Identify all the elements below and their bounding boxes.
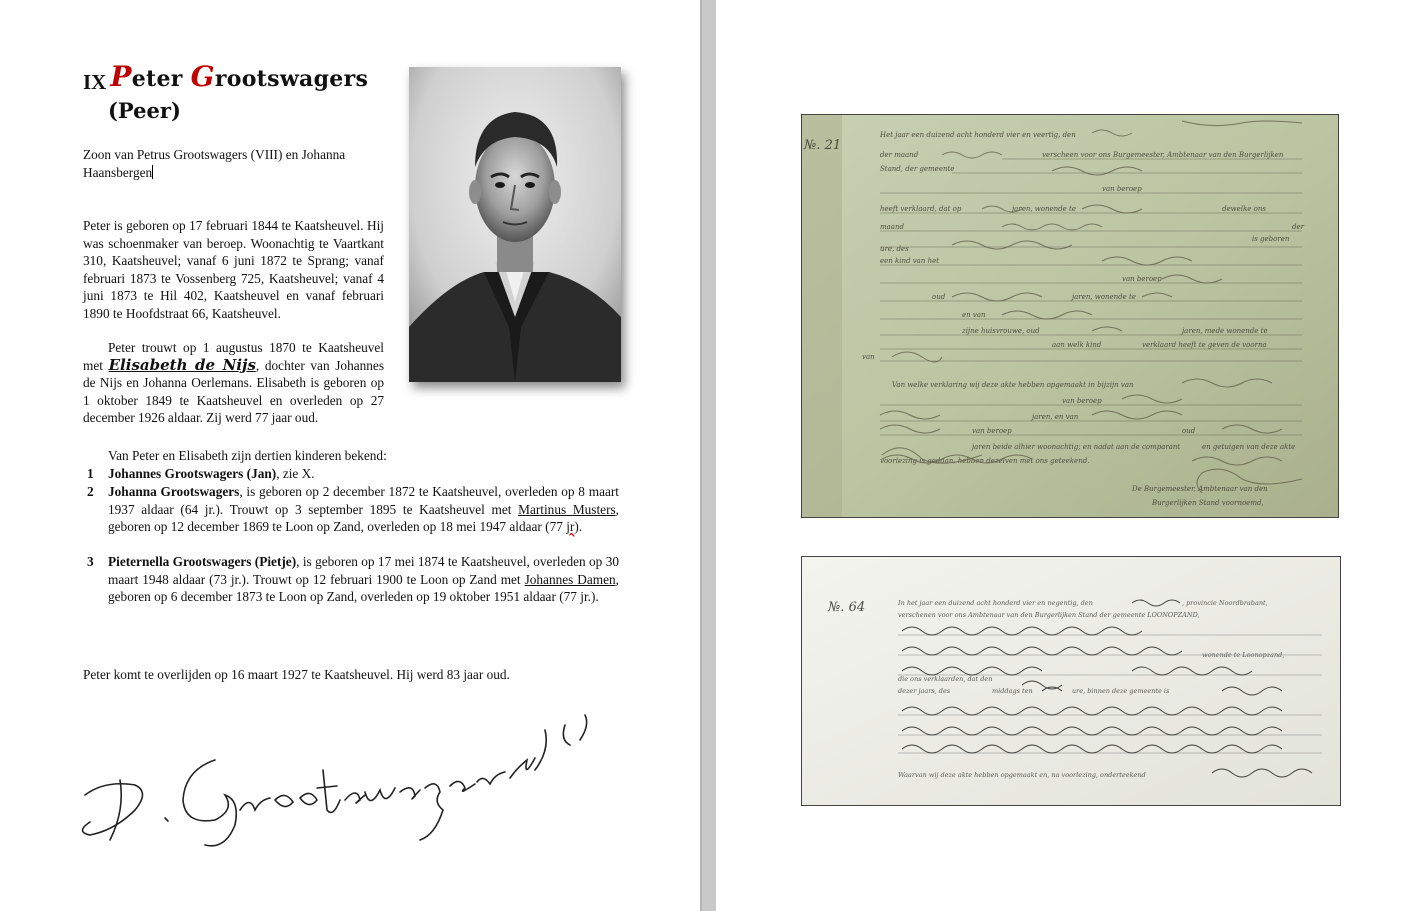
svg-text:oud: oud (932, 293, 946, 301)
children-intro[interactable]: Van Peter en Elisabeth zijn dertien kinderen bekend: (108, 448, 387, 463)
child-name: Johanna Grootswagers (108, 484, 240, 499)
svg-text:en van: en van (962, 311, 986, 319)
parents-paragraph[interactable]: Zoon van Petrus Grootswagers (VIII) en Johanna Haansbergen (83, 147, 346, 180)
svg-text:oud: oud (1182, 427, 1196, 435)
svg-text:zijne huisvrouwe, oud: zijne huisvrouwe, oud (962, 327, 1040, 335)
list-item[interactable]: 3 Pieternella Grootswagers (Pietje), is geboren op 17 mei 1874 te Kaatsheuvel, overleden op 30 maart 1948 aldaar (73 jr.). Trouwt op 12 februari 1900 te Loon op Zand met Johannes Damen, geboren op 6 december 1873 te Loon op Zand, overleden op 19 oktober 1951 aldaar (77 jr.). (87, 554, 619, 605)
svg-text:jaren, en van: jaren, en van (1032, 413, 1079, 421)
svg-text:jaren, wonende te: jaren, wonende te (1072, 293, 1136, 301)
svg-text:verschenen voor ons Ambtenaar: verschenen voor ons Ambtenaar van den Burgerlijken Stand der gemeente LOONOPZAND, (898, 611, 1200, 619)
child-number: 1 (87, 466, 94, 481)
child-name: Pieternella Grootswagers (Pietje) (108, 554, 297, 569)
svg-text:dewelke ons: dewelke ons (1222, 205, 1266, 213)
partner-name: Johannes Damen (524, 571, 616, 587)
svg-text:Het jaar een duizend acht hond: Het jaar een duizend acht honderd vier en veertig, den (880, 131, 1076, 139)
birth-record-image (802, 115, 1338, 517)
page-separator (700, 0, 716, 911)
list-item[interactable]: 2 Johanna Grootswagers, is geboren op 2 december 1872 te Kaatsheuvel, overleden op 8 maart 1937 aldaar (64 jr.). Trouwt op 3 september 1895 te Kaatsheuvel met Martinus Musters, geboren op 12 december 1869 te Loon op Zand, overleden op 18 mei 1947 aldaar (77 jr). (87, 484, 619, 535)
svg-text:ure, des: ure, des (880, 245, 909, 253)
person-nickname: (Peer) (108, 98, 181, 123)
child-name: Johannes Grootswagers (Jan) (108, 466, 277, 481)
svg-text:van beroep: van beroep (1102, 185, 1142, 193)
svg-text:die ons verklaarden, dat den: die ons verklaarden, dat den (898, 675, 993, 683)
svg-text:middags ten: middags ten (992, 687, 1033, 695)
svg-text:Burgerlijken Stand voornoemd,: Burgerlijken Stand voornoemd, (1152, 499, 1264, 507)
signature-image (65, 700, 645, 860)
svg-text:verklaard heeft te geven de vo: verklaard heeft te geven de voorna (1142, 341, 1267, 349)
svg-text:heeft verklaard, dat op: heeft verklaard, dat op (880, 205, 962, 213)
death-record-image (802, 557, 1340, 805)
svg-text:een kind van het: een kind van het (880, 257, 940, 265)
chapter-number: IX (83, 69, 107, 94)
svg-text:De Burgemeester, Ambtenaar van: De Burgemeester, Ambtenaar van den (1132, 485, 1268, 493)
person-name: Peter Grootswagers (110, 60, 369, 93)
birth-record-scan[interactable] (801, 114, 1339, 518)
svg-text:van beroep: van beroep (1122, 275, 1162, 283)
svg-text:van: van (862, 353, 875, 361)
biography-paragraph[interactable]: Peter is geboren op 17 februari 1844 te Kaatsheuvel. Hij was schoenmaker van beroep. Woonachtig te Vaartkant 310, Kaatsheuvel; vanaf 6 juni 1872 te Sprang; vanaf februari 1873 te Vossenberg 725, Kaatsheuvel; vanaf 4 juni 1873 te Hil 402, Kaatsheuvel en vanaf februari 1890 te Hoofdstraat 66, Kaatsheuvel. (83, 218, 384, 321)
svg-text:is geboren: is geboren (1252, 235, 1290, 243)
svg-text:maand: maand (880, 223, 904, 231)
svg-text:van beroep: van beroep (1062, 397, 1102, 405)
record-number: №. 21 (804, 138, 842, 153)
text-cursor (152, 165, 153, 179)
svg-text:, provincie Noordbrabant,: , provincie Noordbrabant, (1182, 599, 1268, 607)
spouse-name: Elisabeth de Nijs (108, 355, 256, 374)
svg-text:der: der (1292, 223, 1304, 231)
list-item[interactable]: 1 Johannes Grootswagers (Jan), zie X. (87, 466, 315, 481)
svg-text:In het jaar een duizend acht h: In het jaar een duizend acht honderd vier en negentig, den (898, 599, 1093, 607)
partner-name: Martinus Musters (518, 501, 616, 517)
svg-text:aan welk kind: aan welk kind (1052, 341, 1102, 349)
svg-text:en getuigen van deze akte: en getuigen van deze akte (1202, 443, 1296, 451)
svg-text:Stand, der gemeente: Stand, der gemeente (880, 165, 955, 173)
svg-text:jaren beide alhier woonachtig;: jaren beide alhier woonachtig; en nadat aan de comparant (972, 443, 1181, 451)
svg-text:der maand: der maand (880, 151, 919, 159)
spelling-flag: jr (566, 519, 575, 535)
portrait-image (409, 67, 621, 382)
svg-text:wonende te Loonopzand,: wonende te Loonopzand, (1202, 651, 1285, 659)
portrait-photo[interactable] (409, 67, 621, 382)
svg-text:van beroep: van beroep (972, 427, 1012, 435)
child-number: 2 (87, 484, 94, 499)
svg-text:Waarvan wij deze akte hebben o: Waarvan wij deze akte hebben opgemaakt en, na voorlezing, onderteekend (898, 771, 1146, 779)
svg-text:jaren, wonende te: jaren, wonende te (1012, 205, 1076, 213)
svg-text:verscheen voor ons Burgemeeste: verscheen voor ons Burgemeester, Ambtenaar van den Burgerlijken (1042, 151, 1284, 159)
svg-text:ure, binnen deze gemeente is: ure, binnen deze gemeente is (1072, 687, 1170, 695)
svg-text:voorlezing is gedaan, hebben d: voorlezing is gedaan, hebben dezelven met ons geteekend. (880, 457, 1090, 465)
death-paragraph[interactable]: Peter komt te overlijden op 16 maart 1927 te Kaatsheuvel. Hij werd 83 jaar oud. (83, 667, 510, 682)
svg-text:dezer jaars, des: dezer jaars, des (898, 687, 951, 695)
chapter-title (83, 60, 368, 95)
child-number: 3 (87, 554, 94, 569)
record-number: №. 64 (828, 600, 866, 615)
svg-text:jaren, mede wonende te: jaren, mede wonende te (1182, 327, 1268, 335)
svg-text:Van welke verklaring wij deze: Van welke verklaring wij deze akte hebben opgemaakt in bijzijn van (892, 381, 1134, 389)
left-page (0, 0, 700, 911)
marriage-paragraph[interactable]: Peter trouwt op 1 augustus 1870 te Kaatsheuvel met Elisabeth de Nijs, dochter van Johannes de Nijs en Johanna Oerlemans. Elisabeth is geboren op 1 oktober 1849 te Kaatsheuvel en overleden op 27 december 1926 aldaar. Zij werd 77 jaar oud. (83, 340, 384, 426)
death-record-scan[interactable] (801, 556, 1341, 806)
